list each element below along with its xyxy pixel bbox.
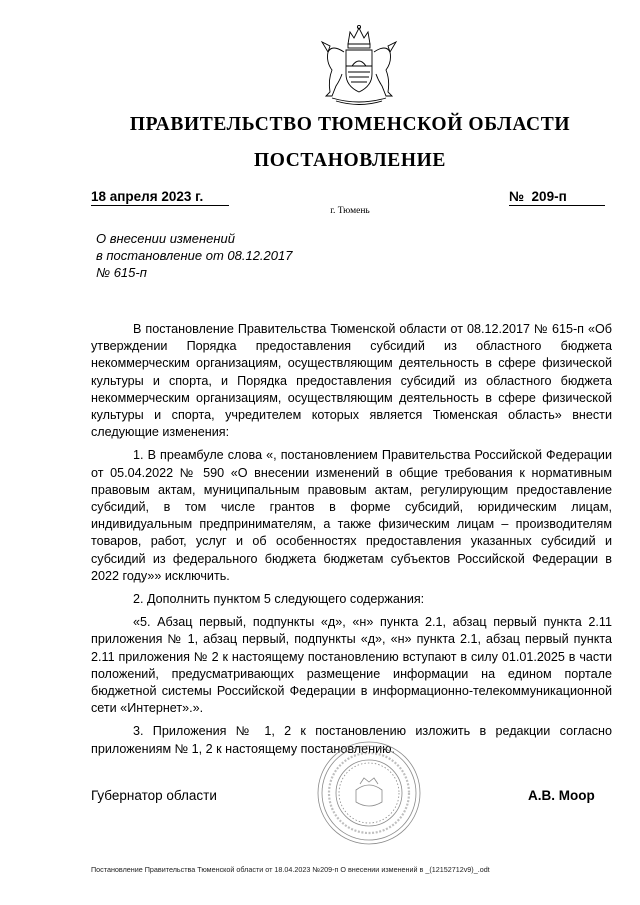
city-label: г. Тюмень (330, 206, 370, 216)
body-paragraph: 1. В преамбуле слова «, постановлением Правительства Российской Федерации от 05.04.2022 № 590 «О внесении изменений в общие требования к нормативным правовым актам, муниципальным правовым актам, регулирующим предоставление субсидий, в том числе грантов в форме субсидий, юридическим лицам, индивидуальным предпринимателям, а также физическим лицам – производителям товаров, работ, услуг и об особенностях предоставления указанных субсидий и субсидий из федерального бюджета бюджетам субъектов Российской Федерации в 2022 году»» исключить. (91, 448, 612, 583)
subject-line: № 615-п (96, 265, 147, 280)
subject-line: О внесении изменений (96, 231, 235, 246)
body-paragraph: В постановление Правительства Тюменской области от 08.12.2017 № 615-п «Об утверждении Порядка предоставления субсидий из областного бюджета некоммерческим организациям, осуществляющим деятельность в сфере физической культуры и спорта, и Порядка предоставления субсидий из областного бюджета некоммерческим организациям, осуществляющим деятельность в сфере физической культуры и спорта, учредителем которых является Тюменская область» внести следующие изменения: (91, 322, 612, 440)
body-paragraph: 2. Дополнить пунктом 5 следующего содержания: (133, 592, 425, 607)
signatory-position: Губернатор области (91, 788, 217, 803)
coat-of-arms-icon (318, 22, 400, 106)
organization-title: ПРАВИТЕЛЬСТВО ТЮМЕНСКОЙ ОБЛАСТИ (129, 114, 571, 135)
subject-line: в постановление от 08.12.2017 (96, 248, 293, 263)
body-paragraph: 3. Приложения № 1, 2 к постановлению изложить в редакции согласно приложениям № 1, 2 к настоящему постановлению. (91, 724, 612, 756)
document-date: 18 апреля 2023 г. (91, 188, 229, 206)
official-seal-icon (316, 740, 422, 846)
body-paragraph: «5. Абзац первый, подпункты «д», «н» пункта 2.1, абзац первый пункта 2.11 приложения № 1, абзац первый, подпункты «д», «н» пункта 2.1, абзац первый пункта 2.11 приложения № 2 к настоящему постановлению вступают в силу 01.01.2025 в части положений, предусматривающих размещение информации на едином портале бюджетной системы Российской Федерации в информационно-телекоммуникационной сети «Интернет».». (91, 615, 612, 716)
document-subject (96, 230, 356, 281)
signatory-name: А.В. Моор (528, 788, 595, 803)
document-footer: Постановление Правительства Тюменской области от 18.04.2023 №209-п О внесении изменений в _(12152712v9)_.odt (91, 865, 490, 874)
document-type-title: ПОСТАНОВЛЕНИЕ (253, 150, 447, 171)
document-number: № 209-п (509, 188, 605, 206)
document-body (91, 321, 612, 764)
